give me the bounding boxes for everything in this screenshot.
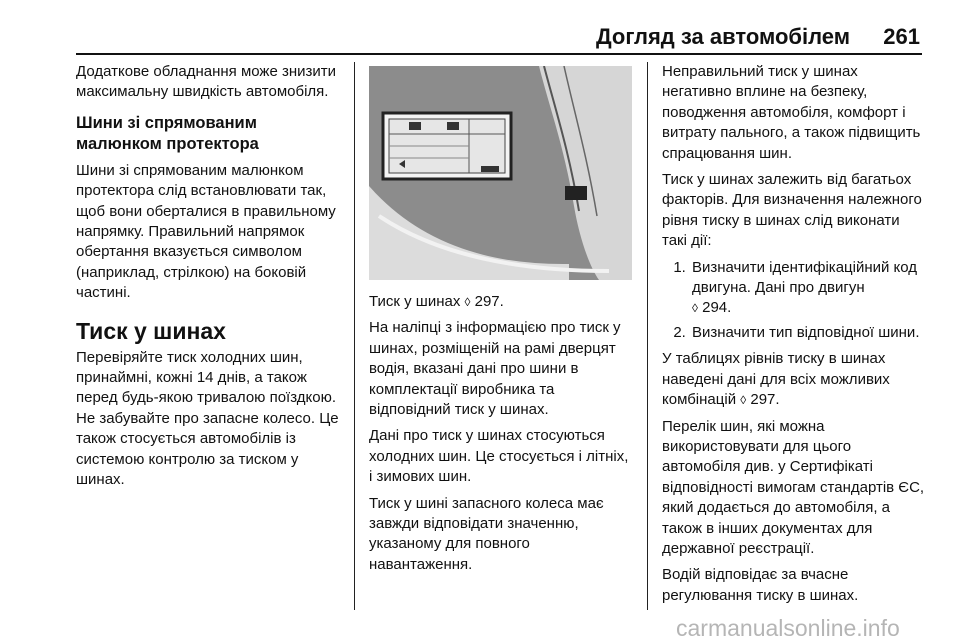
tables-text: У таблицях рівнів тиску в шинах наведені дані для всіх можливих комбінацій xyxy=(662,350,890,409)
list-item xyxy=(690,258,927,319)
left-column xyxy=(76,62,342,497)
right-column xyxy=(662,62,927,612)
tyre-list-paragraph: Перелік шин, які можна використовувати для цього автомобіля див. у Сертифікаті відповідності вимогам стандартів ЄС, який додається до автомобіля, а також в інших документах для державної реєстрації. xyxy=(662,417,925,557)
directional-tyres-paragraph: Шини зі спрямованим малюнком протектора слід встановлювати так, щоб вони оберталися в правильному напрямку. Правильний напрямок обертання вказується символом (наприклад, стрілкою) на боковій частині. xyxy=(76,161,336,302)
caption-page-ref[interactable]: 297. xyxy=(474,293,504,310)
spare-wheel-paragraph: Тиск у шині запасного колеса має завжди відповідати значенню, указаному для повного навантаження. xyxy=(369,494,604,573)
directional-tyres-heading: Шини зі спрямованим малюнком протектора xyxy=(76,113,259,153)
watermark: carmanualsonline.info xyxy=(676,615,900,641)
caption-text: Тиск у шинах xyxy=(369,293,461,310)
tyre-pressure-paragraph: Перевіряйте тиск холодних шин, принаймні, кожні 14 днів, а також перед будь-якою тривалою поїздкою. Не забувайте про запасне колесо. Це також стосується автомобілів із системою контролю за тиском у шинах. xyxy=(76,348,339,489)
column-divider-left xyxy=(354,62,355,610)
page-reference-icon: ◊ xyxy=(740,393,747,408)
tables-paragraph xyxy=(662,349,927,410)
page-reference-icon: ◊ xyxy=(692,301,698,316)
step2-text: Визначити тип відповідної шини. xyxy=(692,323,920,341)
step1-page-ref[interactable]: 294. xyxy=(702,299,732,317)
list-item xyxy=(690,323,927,343)
page-reference-icon: ◊ xyxy=(464,295,471,309)
driver-responsibility-paragraph: Водій відповідає за вчасне регулювання тиску в шинах. xyxy=(662,566,859,604)
incorrect-pressure-paragraph: Неправильний тиск у шинах негативно вплине на безпеку, поводження автомобіля, комфорт і витрату пального, а також підвищить спрацювання шин. xyxy=(662,63,921,162)
figure-caption xyxy=(369,292,631,312)
page-number: 261 xyxy=(883,24,920,49)
cold-tyres-paragraph: Дані про тиск у шинах стосуються холодних шин. Це стосується і літніх, і зимових шин. xyxy=(369,427,629,486)
door-frame-drawing xyxy=(369,66,632,280)
tyre-pressure-label-illustration xyxy=(369,66,632,280)
tyre-pressure-heading: Тиск у шинах xyxy=(76,317,226,344)
intro-paragraph: Додаткове обладнання може знизити максимальну швидкість автомобіля. xyxy=(76,63,337,101)
label-info-paragraph: На наліпці з інформацією про тиск у шинах, розміщеній на рамі дверцят водія, вказані дані про шини в комплектації виробника та відповідний тиск у шинах. xyxy=(369,319,621,419)
column-divider-right xyxy=(647,62,648,610)
page-header xyxy=(0,0,960,56)
pressure-factors-paragraph: Тиск у шинах залежить від багатьох факторів. Для визначення належного рівня тиску в шинах слід виконати такі дії: xyxy=(662,171,922,250)
tables-page-ref[interactable]: 297. xyxy=(750,391,780,409)
steps-list xyxy=(662,258,927,344)
page-title: Догляд за автомобілем xyxy=(595,24,850,49)
middle-column xyxy=(369,292,631,581)
header-rule xyxy=(76,53,922,55)
step1-text: Визначити ідентифікаційний код двигуна. Дані про двигун xyxy=(692,258,918,297)
